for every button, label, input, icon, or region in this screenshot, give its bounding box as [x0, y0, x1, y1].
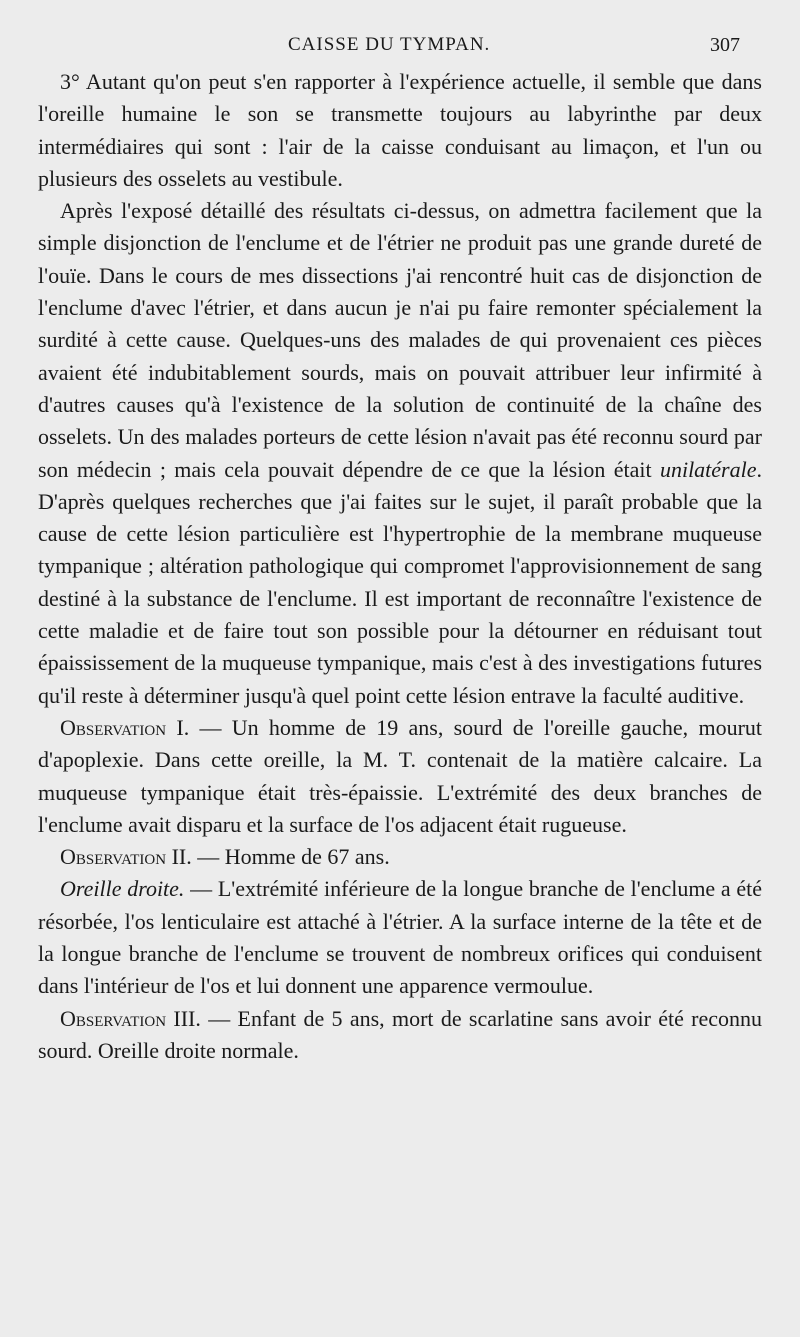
- observation-2-text: — Homme de 67 ans.: [191, 844, 390, 870]
- paragraph-disjunction-part-1: Après l'exposé détaillé des résultats ci-dessus, on admettra facilement que la simple disjonction de l'enclume et de l'étrier ne produit pas une grande dureté de l'ouïe. Dans le cours de mes dissections j'ai rencontré huit cas de disjonction de l'enclume d'avec l'étrier, et dans aucun je n'ai pu faire remonter spécialement la surdité à cette cause. Quelques-uns des malades de qui provenaient ces pièces avaient été indubitablement sourds, mais on pouvait attribuer leur infirmité à d'autres causes qu'à l'existence de la solution de continuité de la chaîne des osselets. Un des malades porteurs de cette lésion n'avait pas été reconnu sourd par son médecin ; mais cela pouvait dépendre de ce que la lésion était: [38, 198, 762, 482]
- observation-3-text: — Enfant de 5 ans, mort de scarlatine sans avoir été reconnu sourd. Oreille droite normale.: [38, 1005, 763, 1063]
- observation-2-right-ear: [38, 873, 762, 1002]
- observation-2: [38, 841, 762, 873]
- paragraph-disjunction: [38, 195, 762, 712]
- body-text: [38, 66, 762, 1067]
- observation-3-label: Observation III.: [60, 1005, 201, 1031]
- paragraph-disjunction-part-2: . D'après quelques recherches que j'ai faites sur le sujet, il paraît probable que la cause de cette lésion particulière est l'hypertrophie de la membrane muqueuse tympanique ; altération pathologique qui compromet l'approvisionnement de sang destiné à la substance de l'enclume. Il est important de reconnaître l'existence de cette maladie et de faire tout son possible pour la détourner en réduisant tout épaississement de la muqueuse tympanique, mais c'est à des investigations futures qu'il reste à déterminer jusqu'à quel point cette lésion entrave la faculté auditive.: [38, 456, 762, 708]
- italic-term: unilatérale: [659, 456, 757, 482]
- observation-3: [38, 1003, 762, 1068]
- paragraph-conclusion: 3° Autant qu'on peut s'en rapporter à l'expérience actuelle, il semble que dans l'oreille humaine le son se transmette toujours au labyrinthe par deux intermédiaires qui sont : l'air de la caisse conduisant au limaçon, et l'un ou plusieurs des osselets au vestibule.: [38, 69, 762, 191]
- observation-1-text: — Un homme de 19 ans, sourd de l'oreille gauche, mourut d'apoplexie. Dans cette oreille, la M. T. contenait de la matière calcaire. La muqueuse tympanique était très-épaissie. L'extrémité des deux branches de l'enclume avait disparu et la surface de l'os adjacent était rugueuse.: [38, 714, 763, 837]
- running-title: CAISSE DU TYMPAN.: [288, 34, 491, 55]
- observation-2-sub-label: Oreille droite.: [60, 876, 185, 902]
- observation-2-label: Observation II.: [60, 844, 192, 870]
- observation-2-sub-text: — L'extrémité inférieure de la longue branche de l'enclume a été résorbée, l'os lenticulaire est attaché à l'étrier. A la surface interne de la tête et de la longue branche de l'enclume se trouvent de nombreux orifices qui conduisent dans l'intérieur de l'os et lui donnent une apparence vermoulue.: [38, 876, 763, 999]
- page-number: 307: [710, 34, 740, 56]
- observation-1: [38, 712, 762, 841]
- observation-1-label: Observation I.: [60, 714, 190, 740]
- page-header: [0, 34, 800, 62]
